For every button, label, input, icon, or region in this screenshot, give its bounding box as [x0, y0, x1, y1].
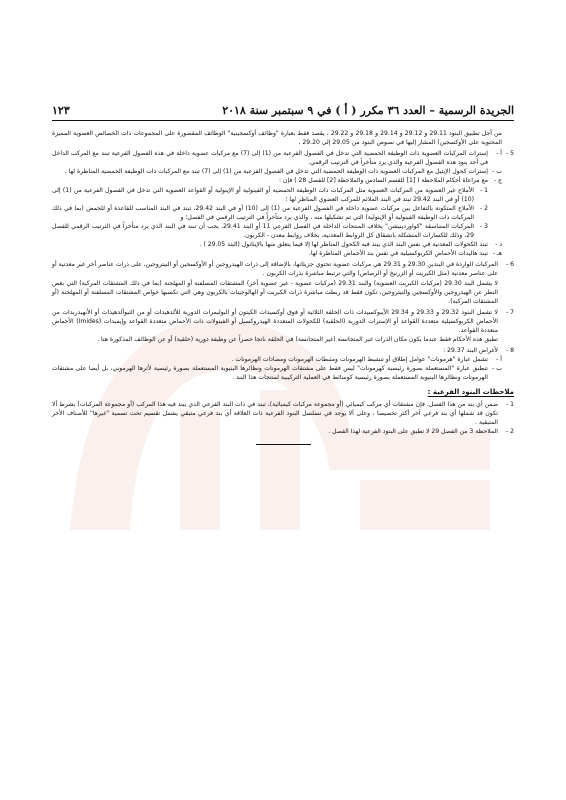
- note-text: تبند الكحولات المعدنية في نفس البند الذي يبند فيه الكحول المناظر لها إلا فيما يتعلق منها بالإيثانول (البند 29.05 ) .: [199, 241, 488, 249]
- note-5-item-c: [52, 176, 514, 185]
- item-letter: هـ -: [492, 250, 502, 258]
- note-text: مع مراعاة أحكام الملاحظة ( [1] للقسم السادس والملاحظة [2] للفصل 28 ) فإن :: [279, 177, 488, 185]
- note-number: 6 -: [505, 261, 514, 269]
- end-divider: [256, 444, 311, 445]
- note-5: [52, 149, 514, 167]
- note-text: لا يشمل البند 29.30 (مركبات الكبريت العضوية) والبند 29.31 (مركبات عضوية - غير عضوية أخر) المشتقات المسلفنة أو المهلجنة (بما في ذلك المشتقات المركبة) التي بغض النظر عن الهيدروجين والأوكسجين والنيتروجين، تكون فقط قد ربطت مباشرة ذرات الكبريت أو الهالوجينات بالكربون وهي التي تكسبها خواص المشتقات المسلفنة أو المهلجنة (أو المشتقات المركبة).: [52, 279, 499, 305]
- item-letter: د -: [495, 241, 502, 249]
- item-letter: أ -: [496, 150, 502, 158]
- item-letter: ب -: [492, 168, 502, 176]
- subnote-1: [52, 400, 514, 427]
- item-letter: ب -: [492, 365, 502, 373]
- note-text: تشمل عبارة "هرمونات" عوامل إطلاق أو تنشيط الهرمونات ومثبطات الهرمونات ومضادات الهرمونات .: [231, 356, 488, 364]
- note-text: الأملاح غير العضوية من المركبات العضوية مثل المركبات ذات الوظيفة الحمضية أو الفينولية أو الإينولية أو القواعد العضوية التي تدخل في الفصول الفرعية من (1) إلى (10) أو في البند 29.42 تبند في البند الملائم للمركب العضوي المناظر لها ؛: [52, 186, 474, 203]
- note-text: إسترات المركبات العضوية ذات الوظيفة الحمضية التي تدخل في الفصول الفرعية من (1) إلى (7) مع مركبات عضوية داخلة في هذه الفصول الفرعية تبند مع المركب الداخل في أحد بنود هذه الفصول الفرعية والذي يرد متأخراً في الترتيب الرقمي.: [52, 150, 488, 167]
- note-text: تبند هاليدات الأحماض الكربوكسيلية في نفس بند الأحماض المناظرة لها.: [308, 250, 488, 258]
- page-content: [52, 129, 514, 445]
- note-text: ضمن أي بند من هذا الفصل، فإن مشتقات أي مركب كيميائي (أو مجموعة مركبات كيميائية)، تبند في ذات البند الفرعي الذي يبند فيه هذا المركب (أو مجموعة المركبات) بشرط ألا تكون قد شملها أي بند فرعي آخر أكثر تخصيصا ، وعلى ألا يوجد في تسلسل البنود الفرعية ذات العلاقة أي بند فرعي متبقي يشمل تقسيم تحت تسمية "غيرها" للأصناف الأخر المتبقية .: [52, 400, 498, 426]
- note-6-continued: [52, 279, 514, 306]
- page-number: ١٢٣: [52, 104, 70, 117]
- note-text: تطبق هذه الأحكام فقط عندما يكون مكان الذرات غير المتجانسة (غير المتجانسة) في الحلقة ناتجا حصراً عن وظيفة دورية (حلقية) أو عن الوظائف المذكورة هنا .: [97, 336, 498, 344]
- item-letter: أ -: [496, 356, 502, 364]
- paragraph-text: من أجل تطبيق البنود 29.11 و 29.12 و 29.14 و 29.18 و 29.22 ، يقصد فقط بعبارة "وظائف أوكسجينية" الوظائف المقصورة على المجموعات ذات الخصائص العضوية المميزة المحتوية على الأوكسجين) المشار إليها في نصوص البنود من 29.05 إلى 29.20 .: [52, 130, 502, 147]
- note-number: 7 -: [505, 308, 514, 316]
- item-number: 3 -: [479, 222, 488, 230]
- paragraph-continuation: [52, 129, 514, 147]
- page-header: [52, 104, 514, 121]
- item-number: 2 -: [479, 204, 488, 212]
- note-text: المركبات الواردة في البندين 29.30 و 29.31 هي مركبات عضوية تحتوي جزيئاتها، بالإضافة إلى ذرات الهيدروجين أو الأوكسجين أو النيتروجين، على ذرات عناصر أخر غير معدنية أو على عناصر معدنية (مثل الكبريت أو الزرنيخ أو الرصاص) والتي ترتبط مباشرة بذرات الكربون .: [52, 261, 498, 278]
- note-5-item-d: [52, 240, 514, 249]
- item-letter: ج -: [493, 177, 502, 185]
- note-5-c-1: [52, 186, 514, 204]
- note-5-item-h: [52, 249, 514, 258]
- note-text: إسترات كحول الإيثيل مع المركبات العضوية ذات الوظيفة الحمضية التي تدخل في الفصول الفرعية من (1) إلى (7) تبند مع المركبات ذات الوظيفة الحمضية المناظرة لها .: [64, 168, 488, 176]
- note-number: 1 -: [505, 400, 514, 408]
- note-text: الأملاح المتكونة بالتفاعل بين مركبات عضوية داخلة في الفصول الفرعية من (1) إلى (10) أو في البند 29.42، تبند في البند المناسب للقاعدة أو للحمض (بما في ذلك المركبات ذات الوظيفة الفينولية أو الإينولية) التي تم تشكيلها منه ، والذي يرد متأخراً في الترتيب الرقمي في الفصل؛ و: [52, 204, 475, 221]
- note-number: 5 -: [505, 150, 514, 158]
- note-text: تنطبق عبارة "المستعملة بصورة رئيسية كهرمونات" ليس فقط على مشتقات الهرمونات ونظائرها البنيوية المستعملة بصورة رئيسية لأثرها الهرموني، بل أيضا على مشتقات الهرمونات ونظائرها البنيوية المستعملة بصورة رئيسية كوسائط في العملية التركيبية لمنتجات هذا البند .: [52, 365, 488, 382]
- item-number: 1 -: [479, 186, 488, 194]
- gazette-page: [52, 104, 514, 764]
- note-6: [52, 260, 514, 278]
- note-5-item-b: [52, 167, 514, 176]
- note-8-item-b: [52, 364, 514, 382]
- note-8: [52, 346, 514, 355]
- note-7-continued: [52, 335, 514, 344]
- note-text: الملاحظة 3 من الفصل 29 لا تطبق على البنود الفرعية لهذا الفصل .: [328, 427, 498, 435]
- subheading-notes-title: ملاحظات البنود الفرعية :: [427, 387, 514, 396]
- note-5-c-2: [52, 204, 514, 222]
- note-5-c-3: [52, 222, 514, 240]
- note-8-item-a: [52, 355, 514, 364]
- subnote-2: [52, 427, 514, 436]
- gazette-title: الجريدة الرسمية – العدد ٣٦ مكرر ( أ ) في ٩ سبتمبر سنة ٢٠١٨: [222, 104, 514, 117]
- note-text: لا تشمل البنود 29.32 و 29.33 و 29.34 الأيبوكسيدات ذات الحلقة الثلاثية أو فوق أوكسيدات الكيتون أو البوليمرات الدورية للألدهيدات أو من الثيوألدهيدات أو الأنهيدريدات من الأحماض الكربوكسيلية متعددة القواعد أو الإسترات الدورية (الحلقية) للكحولات المتعددة الهيدروكسيل أو الفينولات ذات الأحماض متعددة القواعد وإيميدات (Imides) الأحماض متعددة القواعد.: [52, 308, 498, 334]
- note-text: لأغراض البند 29.37 :: [443, 347, 498, 355]
- note-number: 2 -: [505, 427, 514, 435]
- note-text: المركبات المتناسقة "كواوردينيشن" بخلاف المنتجات الداخلة في الفصل الفرعي 11 أو البند 29.41، يجب أن تبند في البند الذي يرد متأخراً في الترتيب الرقمي للفصل 29، وذلك للكسارات المتشكلة بانشقاق كل الروابط المعدنية، بخلاف روابط معدن - الكربون.: [52, 222, 474, 240]
- note-number: 8 -: [505, 347, 514, 355]
- note-7: [52, 308, 514, 335]
